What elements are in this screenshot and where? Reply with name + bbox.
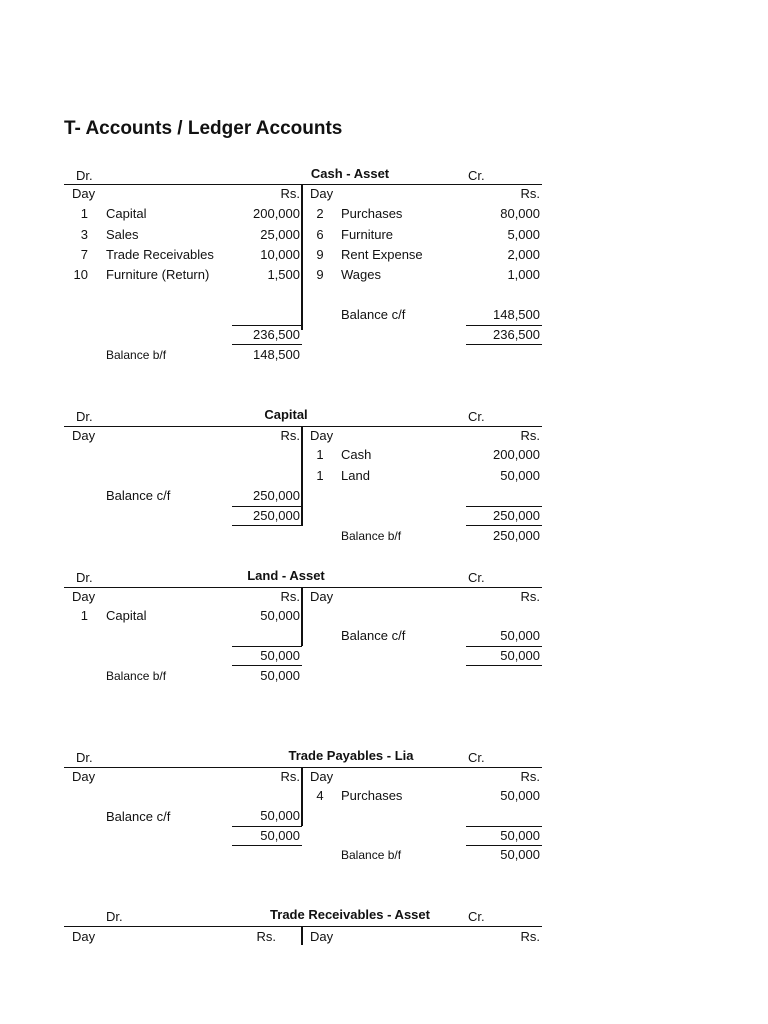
entry-day: 10 bbox=[73, 267, 88, 282]
dr-label: Dr. bbox=[76, 409, 93, 424]
entry-day: 4 bbox=[316, 788, 324, 803]
total-rule-bottom bbox=[232, 344, 302, 345]
credit-day-header: Day bbox=[310, 186, 334, 201]
entry-particulars: Furniture (Return) bbox=[106, 267, 210, 282]
credit-rs-header: Rs. bbox=[520, 186, 540, 201]
debit-day-header: Day bbox=[72, 929, 96, 944]
credit-day-header: Day bbox=[310, 769, 334, 784]
ledger-title: Cash - Asset bbox=[310, 166, 390, 181]
entry-amount: 50,000 bbox=[500, 788, 540, 803]
entry-particulars: Cash bbox=[341, 447, 372, 462]
ledger-title: Land - Asset bbox=[247, 568, 325, 583]
total-rule-top bbox=[232, 646, 302, 647]
balance-cf-amount: 250,000 bbox=[253, 488, 300, 503]
entry-amount: 1,000 bbox=[507, 267, 540, 282]
debit-day-header: Day bbox=[72, 428, 96, 443]
dr-label: Dr. bbox=[76, 168, 93, 183]
ledger-land-asset bbox=[64, 566, 542, 766]
debit-total: 50,000 bbox=[260, 648, 300, 663]
balance-bf-amount: 50,000 bbox=[260, 668, 300, 683]
entry-day: 2 bbox=[316, 206, 324, 221]
debit-day-header: Day bbox=[72, 186, 96, 201]
total-rule-top bbox=[232, 325, 302, 326]
balance-cf-amount: 50,000 bbox=[260, 808, 300, 823]
ledger-title: Trade Payables - Lia bbox=[288, 748, 414, 763]
total-rule-bottom bbox=[232, 525, 302, 526]
entry-day: 1 bbox=[80, 206, 88, 221]
entry-amount: 25,000 bbox=[260, 227, 300, 242]
ledger-cash-asset bbox=[64, 164, 542, 364]
balance-cf-amount: 148,500 bbox=[493, 307, 540, 322]
debit-total: 250,000 bbox=[253, 508, 300, 523]
balance-bf-label: Balance b/f bbox=[341, 848, 402, 862]
entry-particulars: Wages bbox=[341, 267, 381, 282]
credit-total: 50,000 bbox=[500, 648, 540, 663]
balance-bf-amount: 50,000 bbox=[500, 847, 540, 862]
balance-cf-amount: 50,000 bbox=[500, 628, 540, 643]
balance-bf-amount: 148,500 bbox=[253, 347, 300, 362]
debit-rs-header: Rs. bbox=[280, 428, 300, 443]
debit-rs-header: Rs. bbox=[256, 929, 276, 944]
entry-amount: 80,000 bbox=[500, 206, 540, 221]
entry-day: 1 bbox=[80, 608, 88, 623]
cr-label: Cr. bbox=[468, 409, 485, 424]
t-divider bbox=[301, 426, 303, 526]
credit-rs-header: Rs. bbox=[520, 428, 540, 443]
entry-particulars: Sales bbox=[106, 227, 139, 242]
debit-rs-header: Rs. bbox=[280, 589, 300, 604]
entry-amount: 5,000 bbox=[507, 227, 540, 242]
total-rule-top bbox=[232, 826, 302, 827]
total-rule-bottom bbox=[466, 665, 542, 666]
balance-bf-amount: 250,000 bbox=[493, 528, 540, 543]
t-divider bbox=[301, 926, 303, 945]
entry-amount: 50,000 bbox=[260, 608, 300, 623]
total-rule-top bbox=[466, 826, 542, 827]
credit-day-header: Day bbox=[310, 428, 334, 443]
balance-bf-label: Balance b/f bbox=[341, 529, 402, 543]
debit-total: 50,000 bbox=[260, 828, 300, 843]
page-title: T- Accounts / Ledger Accounts bbox=[64, 118, 343, 139]
debit-day-header: Day bbox=[72, 589, 96, 604]
entry-amount: 2,000 bbox=[507, 247, 540, 262]
entry-particulars: Purchases bbox=[341, 206, 403, 221]
credit-day-header: Day bbox=[310, 589, 334, 604]
header-rule bbox=[64, 767, 542, 768]
t-divider bbox=[301, 184, 303, 330]
total-rule-top bbox=[466, 325, 542, 326]
total-rule-bottom bbox=[232, 665, 302, 666]
entry-particulars: Purchases bbox=[341, 788, 403, 803]
total-rule-top bbox=[232, 506, 302, 507]
total-rule-top bbox=[466, 646, 542, 647]
balance-cf-label: Balance c/f bbox=[106, 809, 171, 824]
ledger-title: Capital bbox=[264, 407, 308, 422]
entry-amount: 1,500 bbox=[267, 267, 300, 282]
t-divider bbox=[301, 767, 303, 826]
entry-day: 6 bbox=[316, 227, 324, 242]
credit-day-header: Day bbox=[310, 929, 334, 944]
entry-amount: 200,000 bbox=[493, 447, 540, 462]
cr-label: Cr. bbox=[468, 909, 485, 924]
total-rule-top bbox=[466, 506, 542, 507]
total-rule-bottom bbox=[466, 344, 542, 345]
entry-particulars: Trade Receivables bbox=[106, 247, 214, 262]
balance-cf-label: Balance c/f bbox=[341, 628, 406, 643]
ledger-trade-receivables bbox=[64, 905, 542, 965]
cr-label: Cr. bbox=[468, 750, 485, 765]
entry-day: 9 bbox=[316, 247, 324, 262]
balance-bf-label: Balance b/f bbox=[106, 348, 167, 362]
debit-total: 236,500 bbox=[253, 327, 300, 342]
credit-total: 236,500 bbox=[493, 327, 540, 342]
header-rule bbox=[64, 426, 542, 427]
entry-particulars: Land bbox=[341, 468, 370, 483]
balance-bf-label: Balance b/f bbox=[106, 669, 167, 683]
balance-cf-label: Balance c/f bbox=[341, 307, 406, 322]
entry-day: 9 bbox=[316, 267, 324, 282]
t-divider bbox=[301, 587, 303, 646]
total-rule-bottom bbox=[466, 845, 542, 846]
entry-amount: 10,000 bbox=[260, 247, 300, 262]
entry-particulars: Furniture bbox=[341, 227, 394, 242]
total-rule-bottom bbox=[466, 525, 542, 526]
debit-rs-header: Rs. bbox=[280, 769, 300, 784]
entry-day: 1 bbox=[316, 468, 324, 483]
credit-total: 250,000 bbox=[493, 508, 540, 523]
entry-day: 3 bbox=[80, 227, 88, 242]
entry-particulars: Rent Expense bbox=[341, 247, 423, 262]
entry-day: 7 bbox=[80, 247, 88, 262]
dr-label: Dr. bbox=[106, 909, 123, 924]
credit-total: 50,000 bbox=[500, 828, 540, 843]
cr-label: Cr. bbox=[468, 168, 485, 183]
entry-amount: 50,000 bbox=[500, 468, 540, 483]
header-rule bbox=[64, 184, 542, 185]
total-rule-bottom bbox=[232, 845, 302, 846]
dr-label: Dr. bbox=[76, 570, 93, 585]
credit-rs-header: Rs. bbox=[520, 769, 540, 784]
credit-rs-header: Rs. bbox=[520, 929, 540, 944]
header-rule bbox=[64, 926, 542, 927]
entry-particulars: Capital bbox=[106, 206, 147, 221]
debit-day-header: Day bbox=[72, 769, 96, 784]
debit-rs-header: Rs. bbox=[280, 186, 300, 201]
entry-particulars: Capital bbox=[106, 608, 147, 623]
credit-rs-header: Rs. bbox=[520, 589, 540, 604]
entry-amount: 200,000 bbox=[253, 206, 300, 221]
header-rule bbox=[64, 587, 542, 588]
ledger-title: Trade Receivables - Asset bbox=[270, 907, 430, 922]
cr-label: Cr. bbox=[468, 570, 485, 585]
dr-label: Dr. bbox=[76, 750, 93, 765]
entry-day: 1 bbox=[316, 447, 324, 462]
balance-cf-label: Balance c/f bbox=[106, 488, 171, 503]
